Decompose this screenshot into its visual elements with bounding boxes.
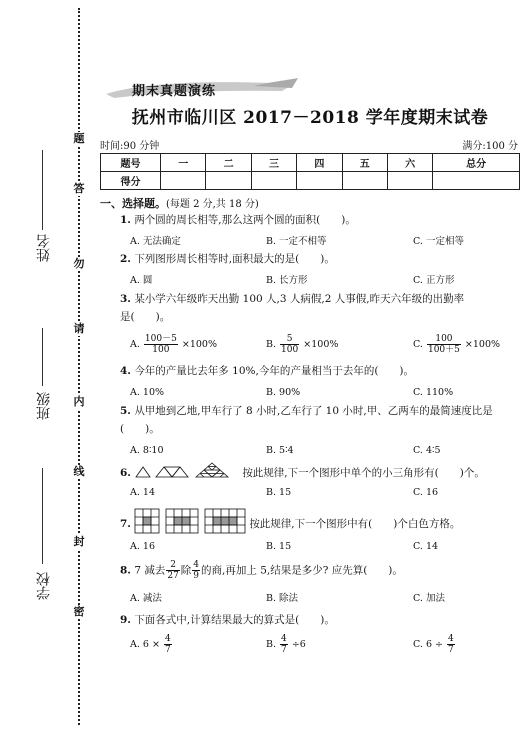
question-text: 按此规律,下一个图形中单个的小三角形有( )个。: [242, 467, 485, 479]
question-3: [120, 290, 520, 326]
option-b[interactable]: B. 90%: [266, 387, 301, 398]
grid-pattern-figure: [134, 508, 246, 540]
option-c[interactable]: C. 16: [413, 487, 439, 498]
section-title: [100, 195, 259, 211]
triangle-pattern-figure: [134, 462, 238, 484]
option-c[interactable]: C. 110%: [413, 387, 454, 398]
section-note: (每题 2 分,共 18 分): [166, 199, 259, 210]
option-b[interactable]: B. 15: [266, 541, 292, 552]
score-cell[interactable]: [297, 172, 342, 190]
seal-char: 答: [71, 182, 87, 196]
seal-char: 勿: [71, 257, 87, 271]
school-field-label: 学校: [36, 572, 52, 600]
banner: [104, 78, 299, 100]
question-4: [120, 362, 520, 380]
score-header-cell: 总分: [433, 154, 520, 172]
option-prefix: A. 6 ×: [130, 639, 160, 650]
fraction: [280, 334, 299, 355]
option-prefix: C. 6 ÷: [413, 639, 443, 650]
score-table: [100, 153, 520, 190]
question-9: [120, 611, 520, 629]
fraction-numerator: 4: [193, 560, 200, 570]
option-b[interactable]: B. 15: [266, 487, 292, 498]
option-a[interactable]: A. 10%: [130, 387, 165, 398]
question-8: [120, 560, 520, 581]
fraction-denominator: 27: [167, 571, 179, 581]
fraction-denominator: 7: [164, 645, 171, 655]
option-a[interactable]: A. 16: [130, 541, 155, 552]
fraction-numerator: 100: [427, 334, 461, 345]
exam-time: 时间:90 分钟: [100, 141, 160, 152]
option-b[interactable]: [266, 334, 338, 355]
class-field-label: 班级: [36, 392, 52, 420]
question-number: 1.: [120, 214, 131, 226]
binding-strip: [0, 0, 100, 733]
seal-char: 线: [71, 465, 87, 479]
score-header-cell: 五: [342, 154, 387, 172]
question-text: 7 减去: [134, 564, 166, 577]
fraction-numerator: 4: [164, 634, 171, 644]
fraction-numerator: 4: [281, 634, 287, 644]
question-number: 6.: [120, 467, 131, 479]
question-text-cont: 是( )。: [120, 311, 171, 323]
option-c[interactable]: C. 正方形: [413, 275, 455, 286]
question-text: 的商,再加上 5,结果是多少? 应先算( )。: [201, 564, 403, 577]
exam-total-score: 满分:100 分: [462, 141, 518, 152]
fraction-numerator: 5: [280, 334, 299, 345]
question-text: 今年的产量比去年多 10%,今年的产量相当于去年的( )。: [134, 365, 415, 377]
question-number: 8.: [120, 564, 131, 577]
school-field[interactable]: [36, 468, 66, 618]
question-number: 3.: [120, 293, 131, 305]
seal-char: 密: [71, 605, 87, 619]
score-header-cell: 一: [161, 154, 206, 172]
question-text: 从甲地到乙地,甲车行了 8 小时,乙车行了 10 小时,甲、乙两车的最简速度比是: [134, 405, 493, 417]
option-a[interactable]: A. 圆: [130, 275, 153, 286]
option-suffix: ×100%: [181, 339, 217, 350]
fraction-denominator: 100: [281, 345, 299, 355]
question-7: [120, 508, 520, 540]
fraction-denominator: 100: [152, 345, 170, 355]
option-a[interactable]: A. 8∶10: [130, 445, 164, 456]
option-suffix: ×100%: [464, 339, 501, 350]
fraction: [144, 334, 178, 355]
score-header-cell: 二: [206, 154, 251, 172]
option-c[interactable]: [413, 634, 456, 655]
option-c[interactable]: C. 一定相等: [413, 236, 464, 247]
score-cell[interactable]: [433, 172, 520, 190]
fraction-numerator: 100－5: [144, 334, 177, 344]
option-suffix: ÷6: [291, 639, 306, 650]
option-prefix: C.: [413, 339, 423, 350]
score-header-cell: 三: [251, 154, 296, 172]
question-2: [120, 250, 520, 268]
score-cell[interactable]: [342, 172, 387, 190]
grid-pattern-icon: [134, 508, 246, 534]
question-6: [120, 462, 520, 484]
option-prefix: B.: [266, 339, 277, 350]
fraction: [427, 334, 461, 355]
option-a[interactable]: [130, 634, 173, 655]
fraction: [447, 634, 455, 655]
fraction-numerator: 4: [448, 634, 454, 644]
score-cell[interactable]: [387, 172, 432, 190]
class-field-line: [42, 328, 43, 386]
option-a[interactable]: A. 无法确定: [130, 236, 181, 247]
score-header-cell: 四: [297, 154, 342, 172]
score-header-cell: 六: [387, 154, 432, 172]
question-text: 两个圆的周长相等,那么这两个圆的面积( )。: [134, 214, 356, 226]
option-b[interactable]: B. 长方形: [266, 275, 308, 286]
option-b[interactable]: B. 一定不相等: [266, 236, 327, 247]
score-cell[interactable]: [161, 172, 206, 190]
option-b[interactable]: B. 5∶4: [266, 445, 294, 456]
question-text: 按此规律,下一个图形中有( )个白色方格。: [249, 518, 461, 530]
option-b[interactable]: B. 除法: [266, 593, 299, 604]
question-number: 4.: [120, 365, 131, 377]
question-text: 除: [180, 564, 192, 577]
score-cell[interactable]: [251, 172, 296, 190]
option-prefix: A.: [130, 339, 140, 350]
fraction: [280, 634, 288, 655]
name-field-line: [42, 150, 43, 230]
option-suffix: ×100%: [303, 339, 339, 350]
fraction: [164, 634, 172, 655]
option-a[interactable]: A. 减法: [130, 593, 162, 604]
question-number: 7.: [120, 518, 131, 530]
question-5: [120, 402, 520, 438]
score-row-label: 得分: [101, 172, 161, 190]
seal-char: 内: [71, 395, 87, 409]
question-text: 下面各式中,计算结果最大的算式是( )。: [134, 614, 335, 626]
name-field[interactable]: [36, 150, 66, 290]
fraction-denominator: 9: [193, 571, 200, 581]
seal-char: 题: [71, 132, 87, 146]
score-table-row: [101, 172, 520, 190]
option-c[interactable]: C. 4∶5: [413, 445, 441, 456]
question-text: 下列图形周长相等时,面积最大的是( )。: [134, 253, 335, 265]
question-1: [120, 211, 520, 229]
option-b[interactable]: [266, 634, 306, 655]
fraction-denominator: 7: [281, 645, 287, 655]
question-number: 5.: [120, 405, 131, 417]
page-title: 抚州市临川区 2017－2018 学年度期末试卷: [131, 108, 489, 128]
triangle-pattern-icon: [134, 462, 238, 478]
fraction-denominator: 7: [448, 645, 454, 655]
question-text-cont: ( )。: [120, 423, 160, 435]
banner-text: 期末真题演练: [132, 84, 217, 99]
question-number: 2.: [120, 253, 131, 265]
fraction-denominator: 100＋5: [427, 345, 460, 355]
score-header-cell: 题号: [101, 154, 161, 172]
score-cell[interactable]: [206, 172, 251, 190]
school-field-line: [42, 468, 43, 564]
seal-char: 请: [71, 322, 87, 336]
option-prefix: B.: [266, 639, 277, 650]
option-c[interactable]: C. 加法: [413, 593, 445, 604]
question-text: 某小学六年级昨天出勤 100 人,3 人病假,2 人事假,昨天六年级的出勤率: [134, 293, 465, 305]
seal-char: 封: [71, 535, 87, 549]
question-number: 9.: [120, 614, 131, 626]
option-c[interactable]: [413, 334, 500, 355]
option-c[interactable]: C. 14: [413, 541, 439, 552]
option-a[interactable]: A. 14: [130, 487, 155, 498]
section-title-text: 一、选择题。: [100, 197, 166, 210]
score-table-header-row: [101, 154, 520, 172]
fraction: [192, 560, 200, 581]
class-field[interactable]: [36, 328, 66, 438]
name-field-label: 姓名: [36, 234, 52, 262]
option-a[interactable]: [130, 334, 217, 355]
fraction-numerator: 2: [166, 560, 179, 571]
fraction: [166, 560, 179, 581]
